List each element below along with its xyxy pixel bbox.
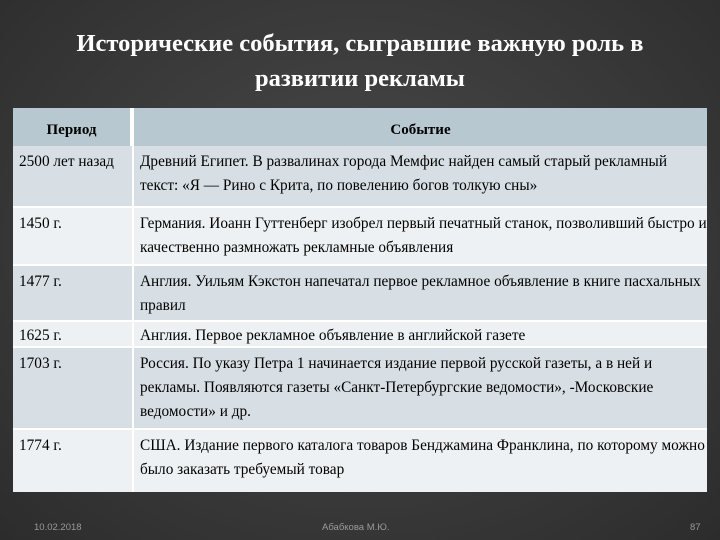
event-cell: Германия. Иоанн Гуттенберг изобрел первый печатный станок, позволивший быстро и качественно размножать рекламные объявления (134, 208, 707, 264)
footer-page-number: 87 (690, 522, 701, 533)
event-cell: Древний Египет. В развалинах города Мемфис найден самый старый рекламный текст: «Я — Рино с Крита, по повелению богов толкую сны» (134, 146, 707, 206)
period-cell: 1450 г. (13, 208, 132, 264)
period-cell: 1703 г. (13, 348, 132, 428)
header-period: Период (13, 108, 132, 146)
table-row (13, 348, 707, 428)
table-row (13, 266, 707, 320)
period-cell: 1774 г. (13, 430, 132, 492)
table-row (13, 430, 707, 492)
table-row (13, 322, 707, 346)
event-cell: Англия. Уильям Кэкстон напечатал первое рекламное объявление в книге пасхальных правил (134, 266, 707, 320)
footer-date: 10.02.2018 (34, 522, 82, 533)
event-cell: США. Издание первого каталога товаров Бенджамина Франклина, по которому можно было заказать требуемый товар (134, 430, 707, 492)
column-divider (132, 108, 134, 492)
period-cell: 1625 г. (13, 322, 132, 346)
table-header-row (13, 108, 707, 146)
footer-author: Абабкова М.Ю. (322, 522, 390, 533)
header-event: Событие (134, 108, 707, 146)
slide-title (20, 26, 700, 96)
slide-title-line-1: Исторические события, сыгравшие важную роль в (76, 30, 644, 57)
events-table (13, 108, 707, 492)
period-cell: 2500 лет назад (13, 146, 132, 206)
table-row (13, 208, 707, 264)
event-cell: Англия. Первое рекламное объявление в английской газете (134, 322, 707, 346)
table-row (13, 146, 707, 206)
slide-title-line-2: развитии рекламы (255, 65, 465, 92)
period-cell: 1477 г. (13, 266, 132, 320)
event-cell: Россия. По указу Петра 1 начинается издание первой русской газеты, а в ней и рекламы. Появляются газеты «Санкт-Петербургские ведомости», -Московские ведомости» и др. (134, 348, 707, 428)
